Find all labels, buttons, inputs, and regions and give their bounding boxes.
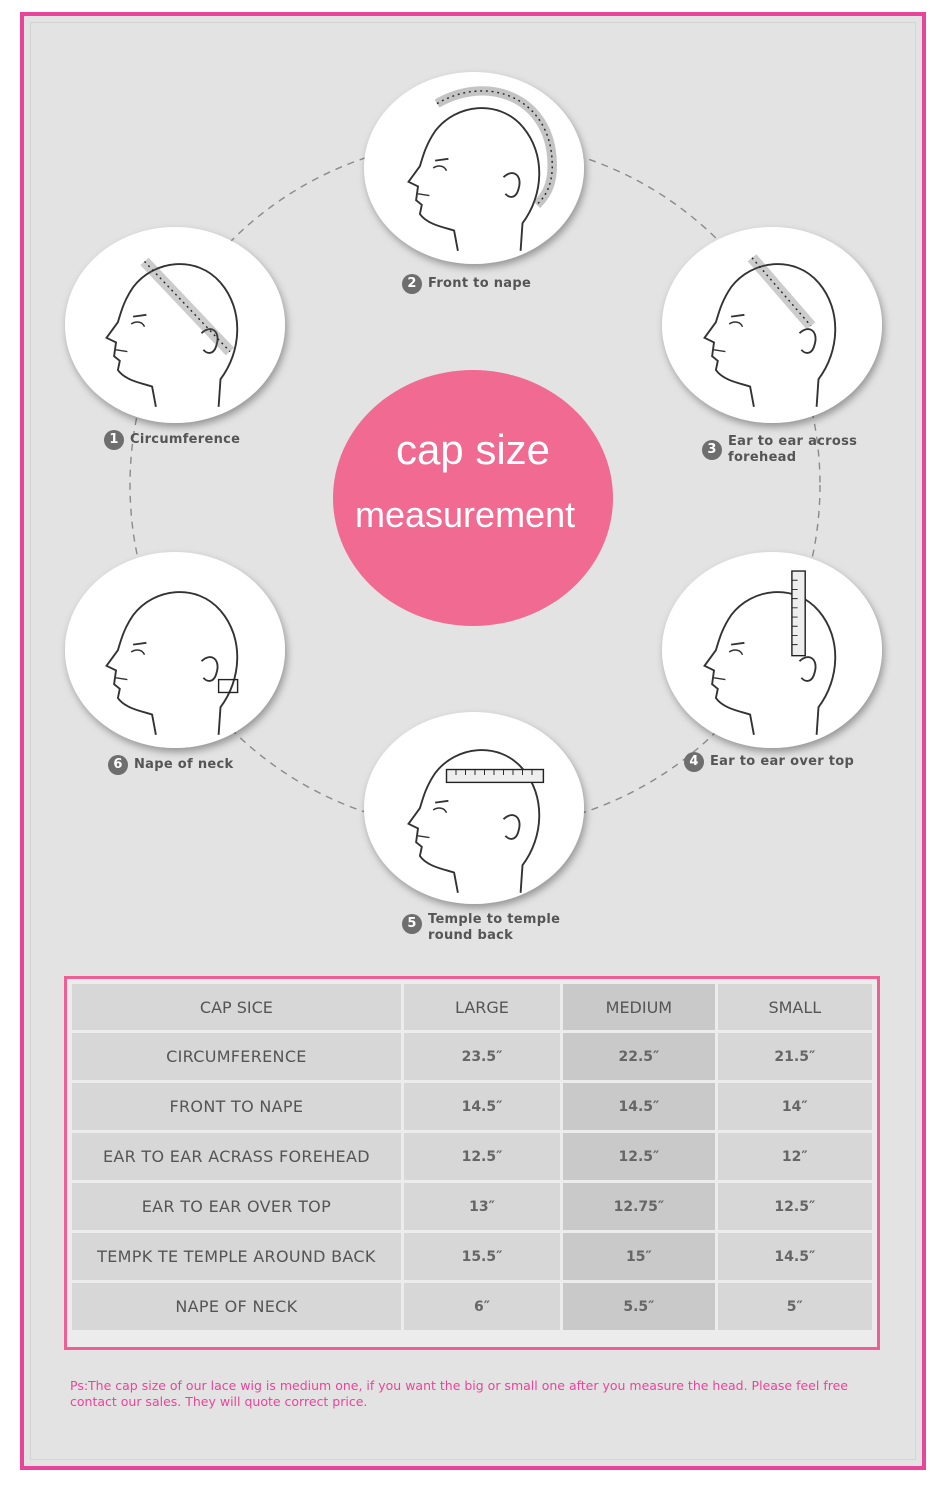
step-1-label: 1 Circumference	[104, 432, 240, 450]
step-4-label: 4 Ear to ear over top	[684, 754, 854, 772]
footnote: Ps:The cap size of our lace wig is medium one, if you want the big or small one after you measure the head. Please feel free contact our sales. They will quote correct price.	[70, 1378, 848, 1409]
cell-medium: 12.75″	[563, 1183, 714, 1230]
header-cap-size: CAP SICE	[72, 984, 401, 1030]
row-label: CIRCUMFERENCE	[72, 1033, 401, 1080]
step-5-label: 5 Temple to temple round back	[402, 912, 577, 944]
step-number-badge: 2	[402, 274, 422, 294]
cell-medium: 15″	[563, 1233, 714, 1280]
head-circumference	[65, 227, 285, 423]
table-row	[72, 1083, 872, 1130]
header-small: SMALL	[718, 984, 872, 1030]
title-line-2: measurement	[355, 494, 576, 535]
cell-medium: 5.5″	[563, 1283, 714, 1330]
cell-large: 6″	[404, 1283, 560, 1330]
step-3-label: 3 Ear to ear across forehead	[702, 434, 872, 466]
size-table-container	[64, 976, 880, 1350]
cell-large: 14.5″	[404, 1083, 560, 1130]
cell-large: 12.5″	[404, 1133, 560, 1180]
cell-small: 5″	[718, 1283, 872, 1330]
cell-small: 14″	[718, 1083, 872, 1130]
table-row	[72, 1033, 872, 1080]
head-ear-to-ear-over-top	[662, 552, 882, 748]
size-table	[69, 981, 875, 1333]
head-nape-of-neck	[65, 552, 285, 748]
table-row	[72, 1183, 872, 1230]
cell-small: 12.5″	[718, 1183, 872, 1230]
header-large: LARGE	[404, 984, 560, 1030]
cell-small: 21.5″	[718, 1033, 872, 1080]
row-label: EAR TO EAR OVER TOP	[72, 1183, 401, 1230]
table-header-row	[72, 984, 872, 1030]
table-row	[72, 1133, 872, 1180]
cell-small: 12″	[718, 1133, 872, 1180]
row-label: EAR TO EAR ACRASS FOREHEAD	[72, 1133, 401, 1180]
row-label: TEMPK TE TEMPLE AROUND BACK	[72, 1233, 401, 1280]
cell-large: 15.5″	[404, 1233, 560, 1280]
head-temple-to-temple	[364, 712, 584, 904]
table-row	[72, 1233, 872, 1280]
step-number-badge: 1	[104, 430, 124, 450]
cell-large: 23.5″	[404, 1033, 560, 1080]
step-2-label: 2 Front to nape	[402, 276, 531, 294]
row-label: FRONT TO NAPE	[72, 1083, 401, 1130]
row-label: NAPE OF NECK	[72, 1283, 401, 1330]
step-number-badge: 3	[702, 440, 722, 460]
cell-medium: 22.5″	[563, 1033, 714, 1080]
title-circle	[333, 370, 613, 626]
step-number-badge: 4	[684, 752, 704, 772]
cell-large: 13″	[404, 1183, 560, 1230]
table-row	[72, 1283, 872, 1330]
step-6-label: 6 Nape of neck	[108, 757, 233, 775]
cell-medium: 14.5″	[563, 1083, 714, 1130]
step-number-badge: 6	[108, 755, 128, 775]
cell-small: 14.5″	[718, 1233, 872, 1280]
cell-medium: 12.5″	[563, 1133, 714, 1180]
title-line-1: cap size	[395, 426, 551, 473]
step-number-badge: 5	[402, 914, 422, 934]
head-ear-to-ear-forehead	[662, 227, 882, 423]
header-medium: MEDIUM	[563, 984, 714, 1030]
